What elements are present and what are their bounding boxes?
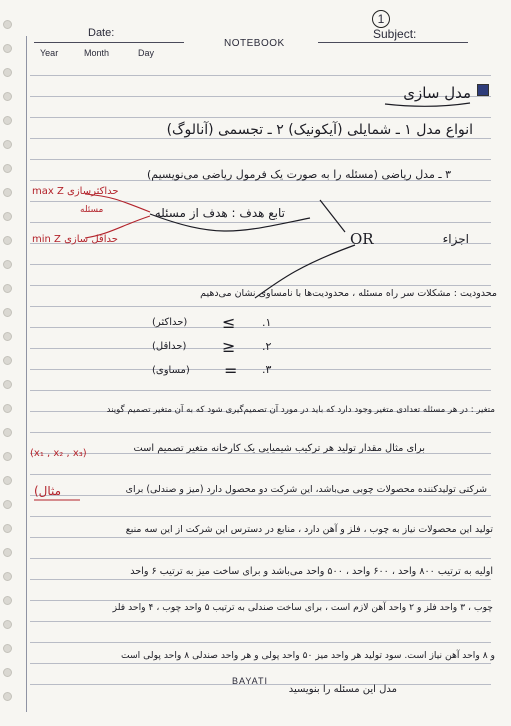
title-underline xyxy=(385,103,470,106)
notebook-brand: NOTEBOOK xyxy=(224,38,285,49)
example-line-5: و ۸ واحد آهن نیاز است. سود تولید هر واحد میز ۵۰ واحد پولی و هر واحد صندلی ۸ واحد پولی است xyxy=(120,650,495,661)
example-line-2: تولید این محصولات نیاز به چوب ، فلز و آهن دارد ، منابع در دسترس این شرکت از این سه منبع xyxy=(125,524,493,535)
max-annotation: max Z حداکثرسازی xyxy=(32,186,119,197)
constraint-1-num: ۱. xyxy=(262,316,272,329)
date-label: Date: xyxy=(88,27,115,39)
objective-function-line: تابع هدف : هدف از مسئله xyxy=(154,206,285,220)
constraint-arrow xyxy=(255,245,355,298)
or-text: OR xyxy=(350,230,374,248)
day-label: Day xyxy=(138,48,155,58)
variable-line-2: برای مثال مقدار تولید هر ترکیب شیمیایی یک کارخانه متغیر تصمیم است xyxy=(133,443,425,454)
subject-label: Subject: xyxy=(373,27,417,41)
constraint-3-text: (مساوی) xyxy=(152,365,190,376)
model-types-line: انواع مدل ۱ ـ شمایلی (آیکونیک) ۲ ـ تجسمی (آنالوگ) xyxy=(166,122,473,138)
math-model-line: ۳ ـ مدل ریاضی (مسئله را به صورت یک فرمول ریاضی می‌نویسیم) xyxy=(146,168,451,181)
example-line-1: شرکتی تولیدکننده محصولات چوبی می‌باشد، این شرکت دو محصول دارد (میز و صندلی) برای xyxy=(125,484,487,495)
year-label: Year xyxy=(40,48,59,58)
example-line-6: مدل این مسئله را بنویسید xyxy=(288,684,397,695)
components-text: اجزاء xyxy=(442,232,469,246)
constraint-2-sym: ≥ xyxy=(222,337,236,356)
example-label: مثال) xyxy=(34,484,62,498)
constraint-1-sym: ≤ xyxy=(222,313,236,332)
footer-brand: BAYATI xyxy=(232,676,269,686)
objective-brace xyxy=(85,194,150,238)
side-note: مسئله xyxy=(80,205,104,215)
components-bracket xyxy=(150,214,310,231)
month-label: Month xyxy=(84,48,110,58)
arrow-to-or xyxy=(320,200,345,232)
constraint-1-text: (حداکثر) xyxy=(152,317,188,328)
constraint-3-sym: = xyxy=(224,361,238,380)
variable-line-1: متغیر : در هر مسئله تعدادی متغیر وجود دارد که باید در مورد آن تصمیم‌گیری شود که به آن متغیر تصمیم گویند xyxy=(106,405,495,415)
min-annotation: min Z حداقل سازی xyxy=(32,234,118,245)
constraint-2-text: (حداقل) xyxy=(152,341,187,352)
page-number: 1 xyxy=(377,12,385,26)
example-line-3: اولیه به ترتیب ۸۰۰ واحد ، ۶۰۰ واحد ، ۵۰۰ واحد می‌باشد و برای ساخت میز به ترتیب ۶ واحد xyxy=(130,566,493,577)
example-line-4: چوب ، ۳ واحد فلز و ۲ واحد آهن لازم است ، برای ساخت صندلی به ترتیب ۵ واحد چوب ، ۴ واحد فلز xyxy=(112,602,493,613)
constraint-2-num: ۲. xyxy=(262,340,272,353)
title-text: مدل سازی xyxy=(403,84,471,102)
constraints-line: محدودیت : مشکلات سر راه مسئله ، محدودیت‌ها با نامساوی نشان می‌دهیم xyxy=(200,288,497,299)
constraint-3-num: ۳. xyxy=(262,363,272,376)
red-variables-note: (x₁ , x₂ , x₃) xyxy=(30,448,87,459)
